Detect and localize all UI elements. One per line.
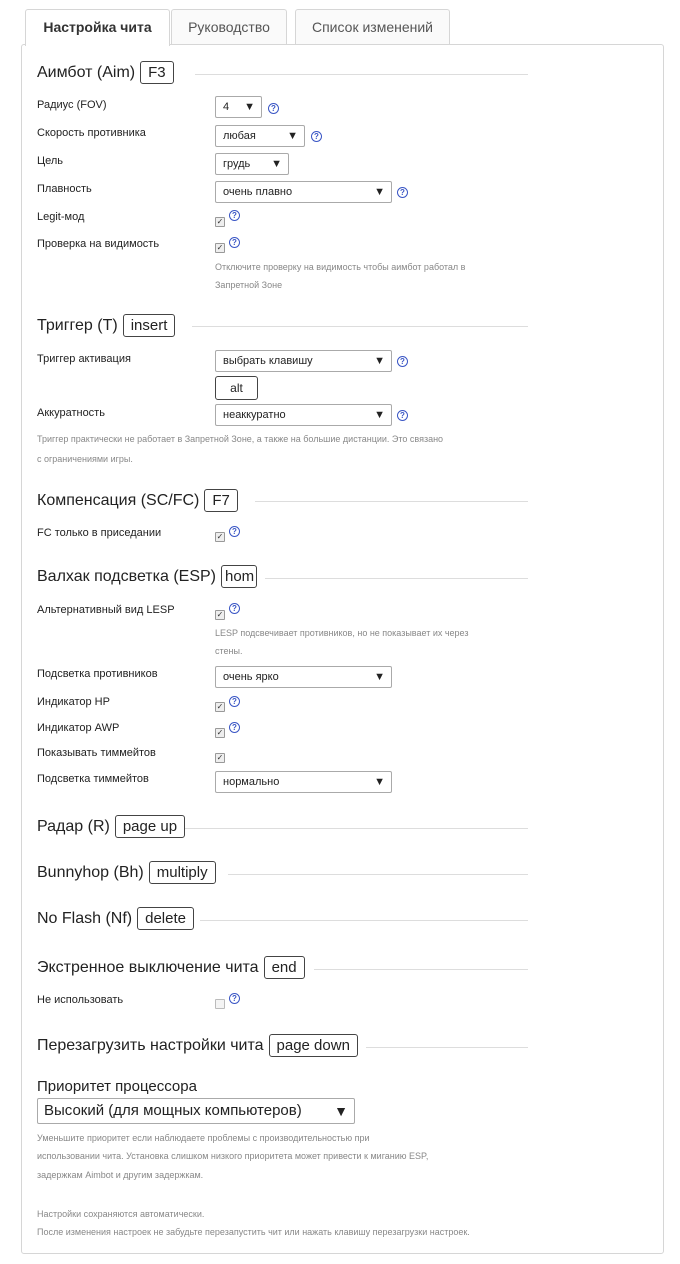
divider bbox=[200, 920, 528, 921]
dropdown-arrow-icon: ▼ bbox=[287, 130, 298, 142]
fov-select[interactable] bbox=[215, 96, 262, 118]
activation-value: выбрать клавишу bbox=[223, 355, 313, 367]
enemy-glow-select[interactable] bbox=[215, 666, 392, 688]
radar-section-title bbox=[37, 815, 185, 838]
aim-hotkey[interactable]: F3 bbox=[140, 61, 174, 84]
question-icon[interactable]: ? bbox=[229, 237, 240, 248]
team-glow-select[interactable] bbox=[215, 771, 392, 793]
smooth-select[interactable] bbox=[215, 181, 392, 203]
divider bbox=[195, 74, 528, 75]
dropdown-arrow-icon: ▼ bbox=[244, 101, 255, 113]
question-icon[interactable]: ? bbox=[229, 210, 240, 221]
fc-label: FC только в приседании bbox=[37, 527, 162, 539]
awp-label: Индикатор AWP bbox=[37, 722, 120, 734]
cpu-hint-1: Уменьшите приоритет если наблюдаете проблемы с производительностью при bbox=[37, 1133, 370, 1143]
divider bbox=[185, 828, 528, 829]
panic-section-title bbox=[37, 956, 305, 979]
accuracy-value: неаккуратно bbox=[223, 409, 286, 421]
cpu-section-title bbox=[37, 1078, 197, 1095]
fov-value: 4 bbox=[223, 101, 230, 113]
dropdown-arrow-icon: ▼ bbox=[374, 776, 385, 788]
target-value: грудь bbox=[223, 158, 251, 170]
radar-title-text: Радар (R) bbox=[37, 817, 110, 835]
question-icon[interactable]: ? bbox=[268, 103, 279, 114]
target-label: Цель bbox=[37, 155, 64, 167]
dropdown-arrow-icon: ▼ bbox=[271, 158, 282, 170]
esp-alt-hint-1: LESP подсвечивает противников, но не показывает их через bbox=[215, 628, 469, 638]
divider bbox=[314, 969, 528, 970]
question-icon[interactable]: ? bbox=[397, 187, 408, 198]
aim-title-text: Аимбот (Aim) bbox=[37, 63, 136, 81]
panic-hotkey[interactable]: end bbox=[264, 956, 305, 979]
question-icon[interactable]: ? bbox=[229, 722, 240, 733]
team-show-checkbox[interactable]: ✓ bbox=[216, 753, 224, 762]
vis-checkbox[interactable]: ✓ bbox=[216, 243, 224, 252]
question-icon[interactable]: ? bbox=[397, 410, 408, 421]
team-show-label: Показывать тиммейтов bbox=[37, 747, 156, 759]
trigger-hint-1: Триггер практически не работает в Запретной Зоне, а также на большие дистанции. Это связано bbox=[37, 434, 444, 444]
noflash-title-text: No Flash (Nf) bbox=[37, 909, 133, 927]
bhop-hotkey[interactable]: multiply bbox=[149, 861, 216, 884]
trigger-hotkey[interactable]: insert bbox=[123, 314, 176, 337]
activation-key-button[interactable]: alt bbox=[215, 376, 258, 400]
speed-select[interactable] bbox=[215, 125, 305, 147]
footer-note-1: Настройки сохраняются автоматически. bbox=[37, 1209, 205, 1219]
awp-checkbox[interactable]: ✓ bbox=[216, 728, 224, 737]
smooth-label: Плавность bbox=[37, 183, 92, 195]
target-select[interactable] bbox=[215, 153, 289, 175]
activation-label: Триггер активация bbox=[37, 353, 131, 365]
question-icon[interactable]: ? bbox=[229, 603, 240, 614]
panic-title-text: Экстренное выключение чита bbox=[37, 958, 259, 976]
question-icon[interactable]: ? bbox=[229, 993, 240, 1004]
dropdown-arrow-icon: ▼ bbox=[374, 355, 385, 367]
enemy-glow-value: очень ярко bbox=[223, 671, 279, 683]
dropdown-arrow-icon: ▼ bbox=[374, 409, 385, 421]
aim-section-title bbox=[37, 61, 174, 84]
reload-section-title bbox=[37, 1034, 358, 1057]
fov-label: Радиус (FOV) bbox=[37, 99, 107, 111]
trigger-section-title bbox=[37, 314, 175, 337]
vis-hint-1: Отключите проверку на видимость чтобы аимбот работал в bbox=[215, 262, 466, 272]
cpu-priority-value: Высокий (для мощных компьютеров) bbox=[44, 1102, 302, 1119]
activation-select[interactable] bbox=[215, 350, 392, 372]
hp-label: Индикатор HP bbox=[37, 696, 110, 708]
cpu-hint-3: задержкам Aimbot и другим задержкам. bbox=[37, 1170, 204, 1180]
question-icon[interactable]: ? bbox=[397, 356, 408, 367]
esp-hotkey[interactable]: hom bbox=[221, 565, 257, 588]
dropdown-arrow-icon: ▼ bbox=[334, 1103, 348, 1119]
noflash-section-title bbox=[37, 907, 194, 930]
enemy-glow-label: Подсветка противников bbox=[37, 668, 158, 680]
speed-value: любая bbox=[223, 130, 256, 142]
cpu-hint-2: использовании чита. Установка слишком низкого приоритета может привести к миганию ESP, bbox=[37, 1151, 429, 1161]
noflash-hotkey[interactable]: delete bbox=[137, 907, 194, 930]
comp-title-text: Компенсация (SC/FC) bbox=[37, 491, 200, 509]
fc-checkbox[interactable]: ✓ bbox=[216, 532, 224, 541]
vis-hint-2: Запретной Зоне bbox=[215, 280, 283, 290]
legit-label: Legit-мод bbox=[37, 211, 85, 223]
hp-checkbox[interactable]: ✓ bbox=[216, 702, 224, 711]
tab-changelog[interactable]: Список изменений bbox=[295, 9, 450, 44]
cpu-title-text: Приоритет процессора bbox=[37, 1078, 197, 1095]
reload-title-text: Перезагрузить настройки чита bbox=[37, 1036, 264, 1054]
divider bbox=[255, 501, 528, 502]
vis-label: Проверка на видимость bbox=[37, 238, 160, 250]
question-icon[interactable]: ? bbox=[311, 131, 322, 142]
settings-panel bbox=[21, 44, 664, 1254]
smooth-value: очень плавно bbox=[223, 186, 293, 198]
reload-hotkey[interactable]: page down bbox=[269, 1034, 358, 1057]
divider bbox=[265, 578, 528, 579]
cpu-priority-select[interactable] bbox=[37, 1098, 355, 1124]
esp-alt-checkbox[interactable]: ✓ bbox=[216, 610, 224, 619]
esp-title-text: Валхак подсветка (ESP) bbox=[37, 567, 216, 585]
esp-alt-label: Альтернативный вид LESP bbox=[37, 604, 175, 616]
comp-hotkey[interactable]: F7 bbox=[204, 489, 238, 512]
esp-alt-hint-2: стены. bbox=[215, 646, 243, 656]
question-icon[interactable]: ? bbox=[229, 526, 240, 537]
bhop-section-title bbox=[37, 861, 216, 884]
accuracy-label: Аккуратность bbox=[37, 407, 105, 419]
divider bbox=[228, 874, 528, 875]
trigger-title-text: Триггер (T) bbox=[37, 316, 118, 334]
team-glow-label: Подсветка тиммейтов bbox=[37, 773, 149, 785]
dropdown-arrow-icon: ▼ bbox=[374, 671, 385, 683]
team-glow-value: нормально bbox=[223, 776, 280, 788]
bhop-title-text: Bunnyhop (Bh) bbox=[37, 863, 144, 881]
panic-unused-checkbox[interactable] bbox=[215, 999, 225, 1009]
tab-settings[interactable]: Настройка чита bbox=[25, 9, 170, 46]
dropdown-arrow-icon: ▼ bbox=[374, 186, 385, 198]
divider bbox=[366, 1047, 528, 1048]
panic-unused-label: Не использовать bbox=[37, 994, 124, 1006]
esp-section-title bbox=[37, 565, 257, 588]
question-icon[interactable]: ? bbox=[229, 696, 240, 707]
comp-section-title bbox=[37, 489, 238, 512]
radar-hotkey[interactable]: page up bbox=[115, 815, 185, 838]
accuracy-select[interactable] bbox=[215, 404, 392, 426]
footer-note-2: После изменения настроек не забудьте перезапустить чит или нажать клавишу перезагрузки настроек. bbox=[37, 1227, 470, 1237]
speed-label: Скорость противника bbox=[37, 127, 146, 139]
tab-guide[interactable]: Руководство bbox=[171, 9, 287, 44]
trigger-hint-2: с ограничениями игры. bbox=[37, 454, 133, 464]
legit-checkbox[interactable]: ✓ bbox=[216, 217, 224, 226]
divider bbox=[192, 326, 528, 327]
